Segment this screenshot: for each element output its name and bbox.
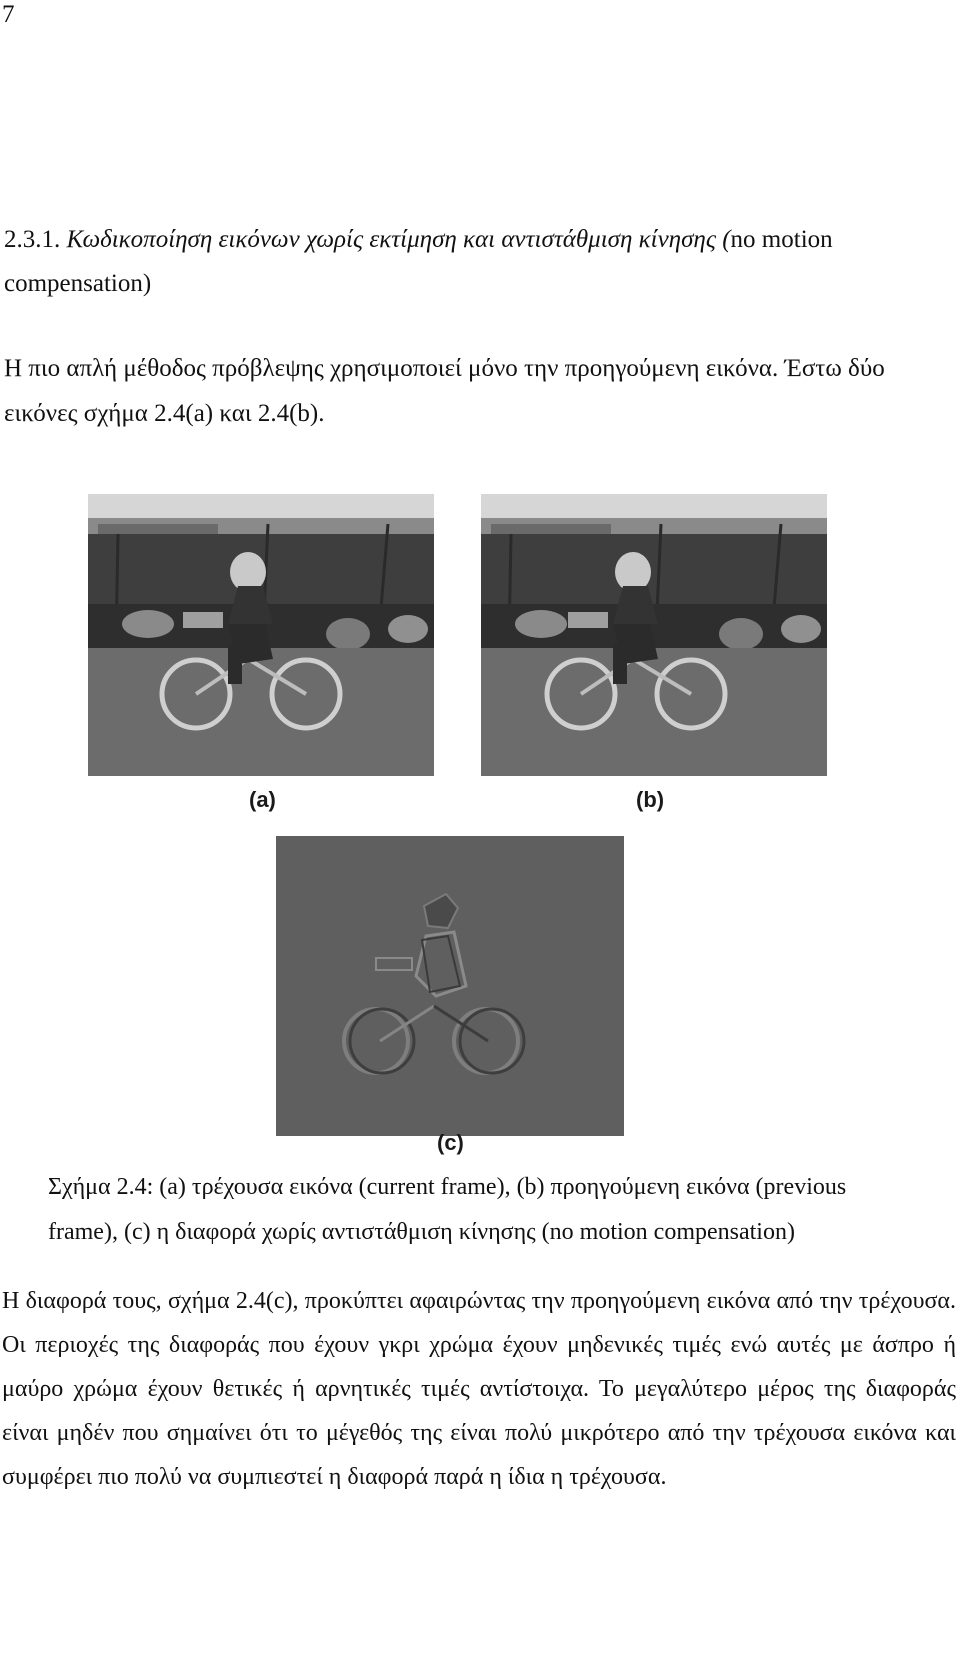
figure-label-c: (c): [437, 1130, 464, 1155]
figure-label-b: (b): [636, 787, 665, 812]
figure-image-c: [276, 836, 624, 1136]
page-number: 7: [2, 1, 15, 28]
intro-paragraph: Η πιο απλή μέθοδος πρόβλεψης χρησιμοποιεί μόνο την προηγούμενη εικόνα. Έστω δύο εικόνες σχήμα 2.4(a) και 2.4(b).: [4, 355, 885, 427]
section-heading: [4, 218, 954, 306]
cyclist-scene-previous: [481, 494, 827, 776]
figure-image-b: [481, 494, 827, 776]
figure-image-a: [88, 494, 434, 776]
section-number: 2.3.1.: [4, 226, 61, 253]
cyclist-scene-current: [88, 494, 434, 776]
section-title-plain: no motion compensation): [4, 226, 833, 297]
section-title-italic: Κωδικοποίηση εικόνων χωρίς εκτίμηση και αντιστάθμιση κίνησης (: [66, 226, 731, 253]
difference-image: [276, 836, 624, 1136]
figure-caption: Σχήμα 2.4: (a) τρέχουσα εικόνα (current frame), (b) προηγούμενη εικόνα (previous frame), (c) η διαφορά χωρίς αντιστάθμιση κίνησης (no motion compensation): [48, 1174, 847, 1245]
figure-label-a: (a): [249, 787, 276, 812]
body-paragraph: Η διαφορά τους, σχήμα 2.4(c), προκύπτει αφαιρώντας την προηγούμενη εικόνα από την τρέχουσα. Οι περιοχές της διαφοράς που έχουν γκρι χρώμα έχουν μηδενικές τιμές ενώ αυτές με άσπρο ή μαύρο χρώμα έχουν θετικές ή αρνητικές τιμές αντίστοιχα. Το μεγαλύτερο μέρος της διαφοράς είναι μηδέν που σημαίνει ότι το μέγεθός της είναι πολύ μικρότερο από την τρέχουσα εικόνα και συμφέρει πιο πολύ να συμπιεστεί η διαφορά παρά η ίδια η τρέχουσα.: [2, 1288, 956, 1490]
